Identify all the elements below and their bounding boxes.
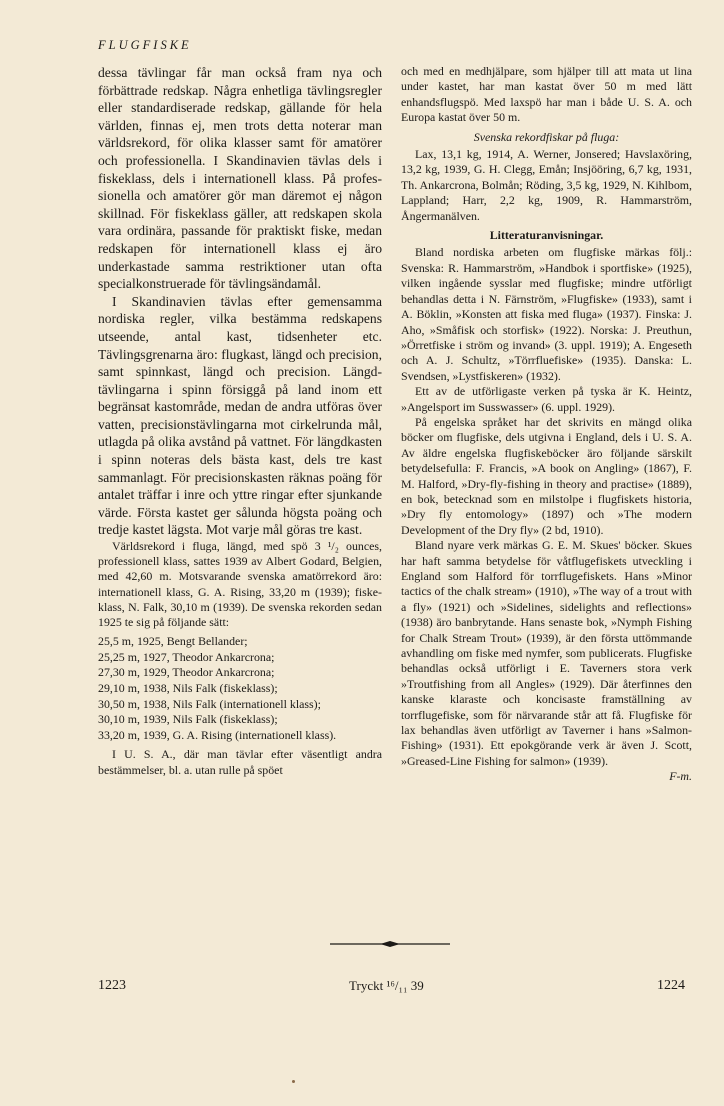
records-list xyxy=(98,634,382,743)
record-item: 30,50 m, 1938, Nils Falk (internationell klass); xyxy=(98,696,321,711)
record-item: 33,20 m, 1939, G. A. Rising (internationell klass). xyxy=(98,727,337,742)
record-item: 25,25 m, 1927, Theodor Ankarcrona; xyxy=(98,649,275,664)
print-date: Tryckt ¹⁶/₁₁ 39 xyxy=(349,978,424,993)
right-column xyxy=(401,64,692,785)
paragraph: Bland nyare verk märkas G. E. M. Skues' böcker. Skues har haft samma betydelse för våtflugefiskets utveckling i England som Halford för torrflugefiskets. Hans »Minor tactics of the chalk stream» (1910), »The way of a trout with a fly» (1921) och »Sidelines, sidelights and reflections» (1938) äro banbrytande. Hans senaste bok, »Nymph Fishing for Chalk Stream Trout» (1939), är den första uttömmande avhandling om fiske med nymfer, som publicerats. Flugfiske behandlas också utförligt i E. Taverners stora verk »Troutfishing from all Angles» (1929). Där återfinnes den kanske klaraste och koncisaste framställning av torrflugefiske, som för närvarande står att få. Flugfiske för lax behandlas även utförligt av Taverner i hans »Salmon-Fishing» (1931). Ett epokgörande verk är även J. Scott, »Greased-Line Fishing for salmon» (1939). xyxy=(401,538,692,768)
paragraph: Lax, 13,1 kg, 1914, A. Werner, Jonsered; Havslaxöring, 13,2 kg, 1939, G. H. Clegg, Emån; Insjööring, 6,7 kg, 1931, Th. Ankarcrona, Bolmån; Röding, 3,5 kg, 1929, N. Kihlbom, Lappland; Harr, 2,2 kg, 1909, R. Hammarström, Ångermanälven. xyxy=(401,147,692,223)
paragraph: dessa tävlingar får man också fram nya och förbättrade redskap. Några enhetliga tävlingsregler eller standardiserade redskap, gällande för hela världen, finnas ej, men trots detta noterar man världsrekord, för olika klasser samt för amatörer och professionella. I Skandinavien tävlas dels i fiskeklass, dels i internationell klass. På professionella och amatörer gör man däremot ej någon skillnad. För fiskeklass gäller, att redskapen skola vara ordinära, passande för praktiskt fiske, medan redskapen för internationell klass ej äro underkastade samma restriktioner utan ofta specialkonstruerade för tävlingsändamål. xyxy=(98,65,382,292)
subheading-records: Svenska rekordfiskar på fluga: xyxy=(473,129,620,144)
page-number-left: 1223 xyxy=(98,978,126,993)
record-item: 25,5 m, 1925, Bengt Bellander; xyxy=(98,634,248,649)
record-item: 29,10 m, 1938, Nils Falk (fiskeklass); xyxy=(98,681,278,696)
record-item: 27,30 m, 1929, Theodor Ankarcrona; xyxy=(98,665,275,680)
paragraph-small: Världsrekord i fluga, längd, med spö 3 ¹/₂ ounces, professionell klass, sattes 1939 av Albert Godard, Belgien, med 42,60 m. Motsvarande svenska amatörrekord äro: internationell klass, G. A. Rising, 33,20 m (1939); fiskeklass, N. Falk, 30,10 m (1939). De svenska rekorden sedan 1925 te sig på följande sätt: xyxy=(98,539,382,630)
paragraph: På engelska språket har det skrivits en mängd olika böcker om flugfiske, dels utgivna i England, dels i U. S. A. Av äldre engelska flugfiskeböcker äro följande särskilt betydelsefulla: F. Francis, »A book on Angling» (1867), F. M. Halford, »Dry-fly-fishing in theory and practise» (1889), en bok, betecknad som en milstolpe i flugfiskets historia, »Dry fly entomology» (1897) och »The modern Development of the Dry fly» (2 bd, 1910). xyxy=(401,414,692,537)
paper-speck xyxy=(292,1080,295,1083)
paragraph: I Skandinavien tävlas efter gemensamma nordiska regler, vilka bestämma redskapens utseende, antal kast, tidsenheter etc. Tävlingsgrenarna äro: flugkast, längd och precision, samt spinnkast, längd och precision. Längdtävlingarna i spinn försiggå på land inom ett begränsat kastområde, medan de andra utföras över vatten, precisionstävlingarna mot cirkelrunda mål, utlagda på olika avstånd på vattnet. För längdkasten i spinn noteras dels bästa kast, dels tre kast sammanlagt. För precisionskasten räknas poäng för antalet träffar i inre och yttre ringar efter sjunkande värde. Första kastet ger sålunda högsta poäng och tredje kastet lägsta. Mot varje mål göras tre kast. xyxy=(98,293,382,538)
page-number-right: 1224 xyxy=(657,978,685,993)
record-item: 30,10 m, 1939, Nils Falk (fiskeklass); xyxy=(98,712,278,727)
paragraph: Ett av de utförligaste verken på tyska är K. Heintz, »Angelsport im Susswasser» (6. uppl. 1929). xyxy=(401,384,692,414)
author-signature: F-m. xyxy=(669,769,692,784)
running-header: FLUGFISKE xyxy=(98,38,192,52)
paragraph: och med en medhjälpare, som hjälper till att mata ut lina under kastet, har man kastat över 50 m med lätt enhandsflugspö. Med laxspö har man i både U. S. A. och Europa kastat över 50 m. xyxy=(401,64,692,125)
paragraph-small: I U. S. A., där man tävlar efter väsentligt andra bestämmelser, bl. a. utan rulle på spöet xyxy=(98,747,382,777)
paragraph: Bland nordiska arbeten om flugfiske märkas följ.: Svenska: R. Hammarström, »Handbok i sportfiske» (1925), vilken ingående sysslar med flugfiske; mindre utförligt behandlas detta i N. Färnström, »Flugfiske» (1933), samt i A. Böklin, »Konsten att fiska med fluga» (1937). Finska: J. Aho, »Småfisk och storfisk» (1922). Norska: J. Preuthun, »Örretfiske i ström og invand» (3. uppl. 1919); A. Engeseth och A. J. Schultz, »Törrfluefiske» (1935). Danska: L. Svendsen, »Lystfiskeren» (1932). xyxy=(401,245,692,383)
left-column xyxy=(98,64,382,778)
subheading-literature: Litteraturanvisningar. xyxy=(489,228,604,243)
section-end-ornament-icon xyxy=(330,940,450,948)
